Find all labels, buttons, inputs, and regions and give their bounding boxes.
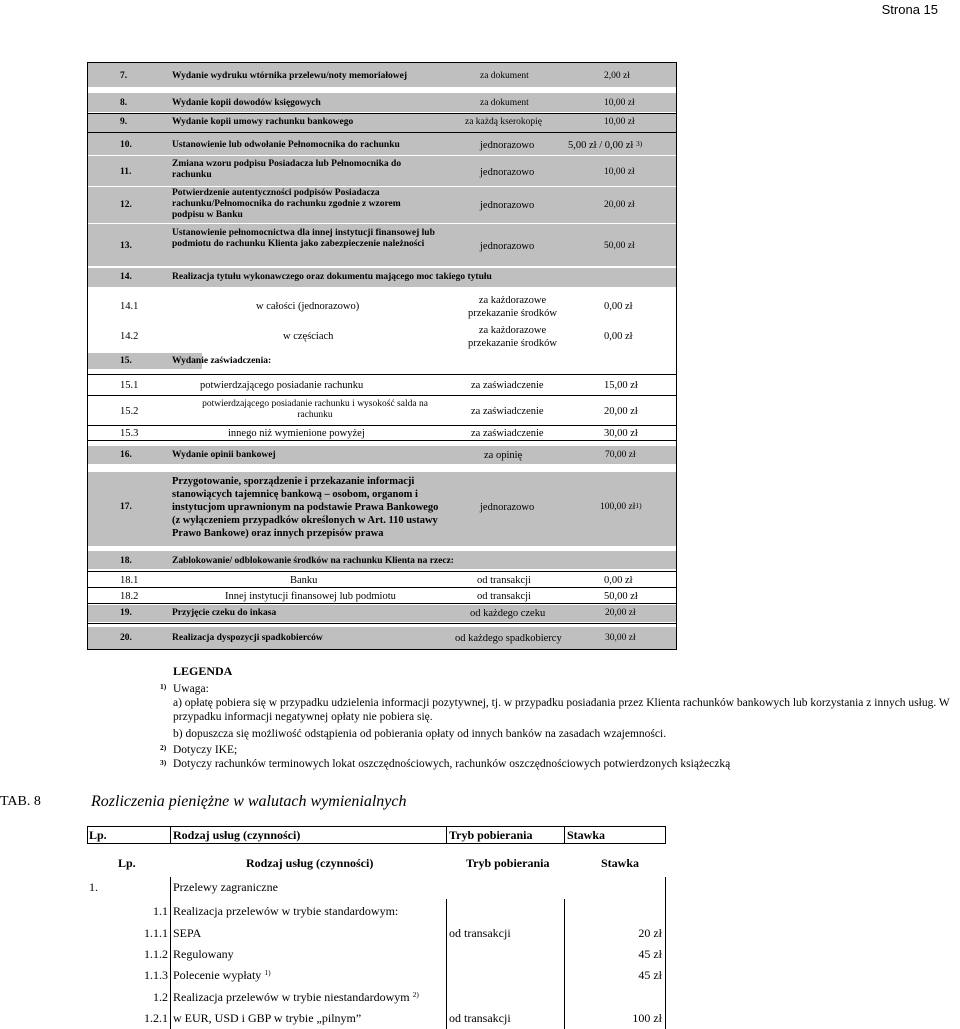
row-number: 1.2.1 <box>144 1011 168 1025</box>
row-divider <box>87 395 677 396</box>
row-service: potwierdzającego posiadanie rachunku <box>200 380 364 391</box>
row-fee: 10,00 zł <box>604 117 635 127</box>
header-mode: Tryb pobierania <box>466 856 550 870</box>
table-border <box>87 826 88 844</box>
row-service: potwierdzającego posiadanie rachunku i wysokość salda na rachunku <box>202 399 428 420</box>
row-service: Wydanie kopii dowodów księgowych <box>172 98 321 108</box>
row-service: Przyjęcie czeku do inkasa <box>172 608 277 618</box>
table-border <box>87 826 666 827</box>
row-number: 17. <box>120 502 132 512</box>
row-mode: za dokument <box>480 98 529 108</box>
table-border <box>87 649 677 650</box>
table-border <box>665 826 666 844</box>
row-service: Banku <box>290 575 318 586</box>
row-fee: 70,00 zł <box>605 450 636 460</box>
row-fee: 15,00 zł <box>604 380 638 391</box>
row-number: 14.1 <box>120 301 139 312</box>
table-border <box>676 62 677 650</box>
row-number: 1.1.1 <box>144 926 168 940</box>
row-number: 10. <box>120 140 132 150</box>
row-service: Ustanowienie pełnomocnictwa dla innej instytucji finansowej lub podmiotu do rachunku Klienta jako zabezpieczenie należności <box>172 228 435 249</box>
row-divider <box>87 113 677 114</box>
row-divider <box>87 603 677 604</box>
row-number: 11. <box>120 167 132 177</box>
legend-uwaga: Uwaga: <box>173 683 209 695</box>
row-divider <box>87 132 677 133</box>
table-border <box>446 826 447 844</box>
legend-note-number: 1) <box>160 682 167 691</box>
row-divider <box>87 374 677 375</box>
row-mode: od transakcji <box>477 575 531 586</box>
table-border <box>87 843 666 844</box>
row-fee: 5,00 zł / 0,00 zł $^{3)}$ <box>568 139 643 151</box>
legend-note-3: Dotyczy rachunków terminowych lokat oszczędnościowych, rachunków oszczędnościowych potwierdzonych książeczką <box>173 758 731 770</box>
row-fee: 0,00 zł <box>604 301 633 312</box>
header-lp: Lp. <box>89 828 107 842</box>
row-number: 15.3 <box>120 428 139 439</box>
row-number: 14. <box>120 272 132 282</box>
row-service: Przelewy zagraniczne <box>173 880 278 894</box>
row-mode: jednorazowo <box>480 241 535 252</box>
row-service: Wydanie wydruku wtórnika przelewu/noty memoriałowej <box>172 71 408 81</box>
row-fee: 45 zł <box>638 947 662 961</box>
row-mode: jednorazowo <box>480 167 535 178</box>
row-service: Realizacja tytułu wykonawczego oraz dokumentu mającego moc takiego tytułu <box>172 272 492 282</box>
row-service: innego niż wymienione powyżej <box>228 428 365 439</box>
legend-title: LEGENDA <box>173 664 233 678</box>
row-fee: 20 zł <box>638 926 662 940</box>
page-number: Strona 15 <box>881 2 938 17</box>
row-number: 15.2 <box>120 406 139 417</box>
row-number: 18. <box>120 556 132 566</box>
row-mode: jednorazowo <box>480 502 535 513</box>
row-number: 1.1 <box>153 904 168 918</box>
row-service: Zmiana wzoru podpisu Posiadacza lub Pełnomocnika do rachunku <box>172 159 402 180</box>
row-service: Ustanowienie lub odwołanie Pełnomocnika do rachunku <box>172 140 400 150</box>
header-service: Rodzaj usług (czynności) <box>246 856 374 870</box>
row-fee: 100,00 $zł^{1)}$ <box>600 501 642 512</box>
row-mode: za zaświadczenie <box>471 428 544 439</box>
header-service: Rodzaj usług (czynności) <box>173 828 301 842</box>
row-mode: za każdorazowe przekazanie środków <box>468 295 557 319</box>
row-service: Regulowany <box>173 947 234 961</box>
table-label: TAB. 8 <box>0 794 41 809</box>
row-service: w EUR, USD i GBP w trybie „pilnym” <box>173 1011 362 1025</box>
legend-note-2: Dotyczy IKE; <box>173 744 238 756</box>
row-number: 12. <box>120 200 132 210</box>
row-number: 9. <box>120 117 128 127</box>
legend-note-number: 3) <box>160 758 167 767</box>
header-rate: Stawka <box>567 828 606 842</box>
row-mode: od transakcji <box>449 926 511 940</box>
row-service: Wydanie zaświadczenia: <box>172 356 272 366</box>
row-service: Wydanie opinii bankowej <box>172 450 276 460</box>
row-number: 16. <box>120 450 132 460</box>
row-service: Realizacja przelewów w trybie niestandardowym $^{2)}$ <box>173 990 419 1004</box>
row-fee: 45 zł <box>638 968 662 982</box>
table-border <box>446 899 447 1029</box>
row-fee: 50,00 zł <box>604 591 638 602</box>
row-number: 1.1.3 <box>144 968 168 982</box>
row-fee: 10,00 zł <box>604 167 635 177</box>
row-service: Innej instytucji finansowej lub podmiotu <box>225 591 396 602</box>
row-number: 18.2 <box>120 591 139 602</box>
legend-note-number: 2) <box>160 743 167 752</box>
row-service: w częściach <box>283 331 334 342</box>
row-fee: 10,00 zł <box>604 98 635 108</box>
legend-note-b: b) dopuszcza się możliwość odstąpienia od pobierania opłaty od innych banków na zasadach wzajemności. <box>173 728 667 740</box>
table-border <box>87 62 88 650</box>
row-number: 15.1 <box>120 380 139 391</box>
table-border <box>87 62 677 63</box>
row-mode: za zaświadczenie <box>471 406 544 417</box>
row-service: Polecenie wypłaty $^{1)}$ <box>173 968 271 982</box>
row-divider <box>87 623 677 624</box>
row-mode: za każdorazowe przekazanie środków <box>468 325 557 349</box>
row-service: Przygotowanie, sporządzenie i przekazanie informacji stanowiących tajemnicę bankową – osobom, organom i instytucjom uprawnionym na podstawie Prawa Bankowego (z wyłączeniem przypadków określonych w Art. 110 ustawy Prawo Bankowe) oraz innych przepisów prawa <box>172 476 439 539</box>
row-fee: 20,00 zł <box>604 406 638 417</box>
row-number: 1.1.2 <box>144 947 168 961</box>
row-mode: jednorazowo <box>480 140 535 151</box>
row-fee: 20,00 zł <box>604 200 635 210</box>
row-fee: 2,00 zł <box>604 71 630 81</box>
row-fee: 30,00 zł <box>605 633 636 643</box>
row-number: 1. <box>89 880 98 894</box>
row-mode: od każdego spadkobiercy <box>455 633 562 644</box>
legend-note-a-line2: przypadku informacji negatywnej opłaty nie pobiera się. <box>173 711 433 723</box>
legend-note-a-line1: a) opłatę pobiera się w przypadku udzielenia informacji pozytywnej, tj. w przypadku posiadania przez Klienta rachunków bankowych lub korzystania z innych usług. W <box>173 697 950 709</box>
row-number: 13. <box>120 241 132 251</box>
row-service: Potwierdzenie autentyczności podpisów Posiadacza rachunku/Pełnomocnika do rachunku zgodnie z wzorem podpisu w Banku <box>172 188 401 220</box>
row-fee: 100 zł <box>632 1011 662 1025</box>
row-fee: 0,00 zł <box>604 331 633 342</box>
row-number: 19. <box>120 608 132 618</box>
row-service: w całości (jednorazowo) <box>256 301 360 312</box>
header-lp: Lp. <box>118 856 136 870</box>
table-border <box>170 877 171 1029</box>
row-mode: od transakcji <box>449 1011 511 1025</box>
row-mode: za każdą kserokopię <box>465 117 543 127</box>
table-border <box>564 826 565 844</box>
row-service: SEPA <box>173 926 202 940</box>
table-border <box>665 877 666 1029</box>
row-number: 7. <box>120 71 128 81</box>
header-mode: Tryb pobierania <box>449 828 533 842</box>
row-mode: za zaświadczenie <box>471 380 544 391</box>
row-number: 18.1 <box>120 575 139 586</box>
row-divider <box>87 571 677 572</box>
row-service: Wydanie kopii umowy rachunku bankowego <box>172 117 354 127</box>
row-number: 15. <box>120 356 132 366</box>
row-fee: 50,00 zł <box>604 241 635 251</box>
row-service: Realizacja przelewów w trybie standardowym: <box>173 904 399 918</box>
row-number: 8. <box>120 98 128 108</box>
table-title: Rozliczenia pieniężne w walutach wymienialnych <box>91 793 407 810</box>
row-service: Zablokowanie/ odblokowanie środków na rachunku Klienta na rzecz: <box>172 556 454 566</box>
row-number: 14.2 <box>120 331 139 342</box>
row-fee: 20,00 zł <box>605 608 636 618</box>
row-number: 20. <box>120 633 132 643</box>
row-fee: 0,00 zł <box>604 575 633 586</box>
row-divider <box>87 425 677 426</box>
table-border <box>170 826 171 844</box>
row-mode: za dokument <box>480 71 529 81</box>
row-divider <box>87 440 677 441</box>
row-mode: za opinię <box>484 450 523 461</box>
row-divider <box>87 587 677 588</box>
row-service: Realizacja dyspozycji spadkobierców <box>172 633 323 643</box>
row-fee: 30,00 zł <box>604 428 638 439</box>
row-mode: od transakcji <box>477 591 531 602</box>
row-number: 1.2 <box>153 990 168 1004</box>
table-border <box>564 899 565 1029</box>
row-mode: od każdego czeku <box>470 608 546 619</box>
header-rate: Stawka <box>601 856 640 870</box>
row-mode: jednorazowo <box>480 200 535 211</box>
